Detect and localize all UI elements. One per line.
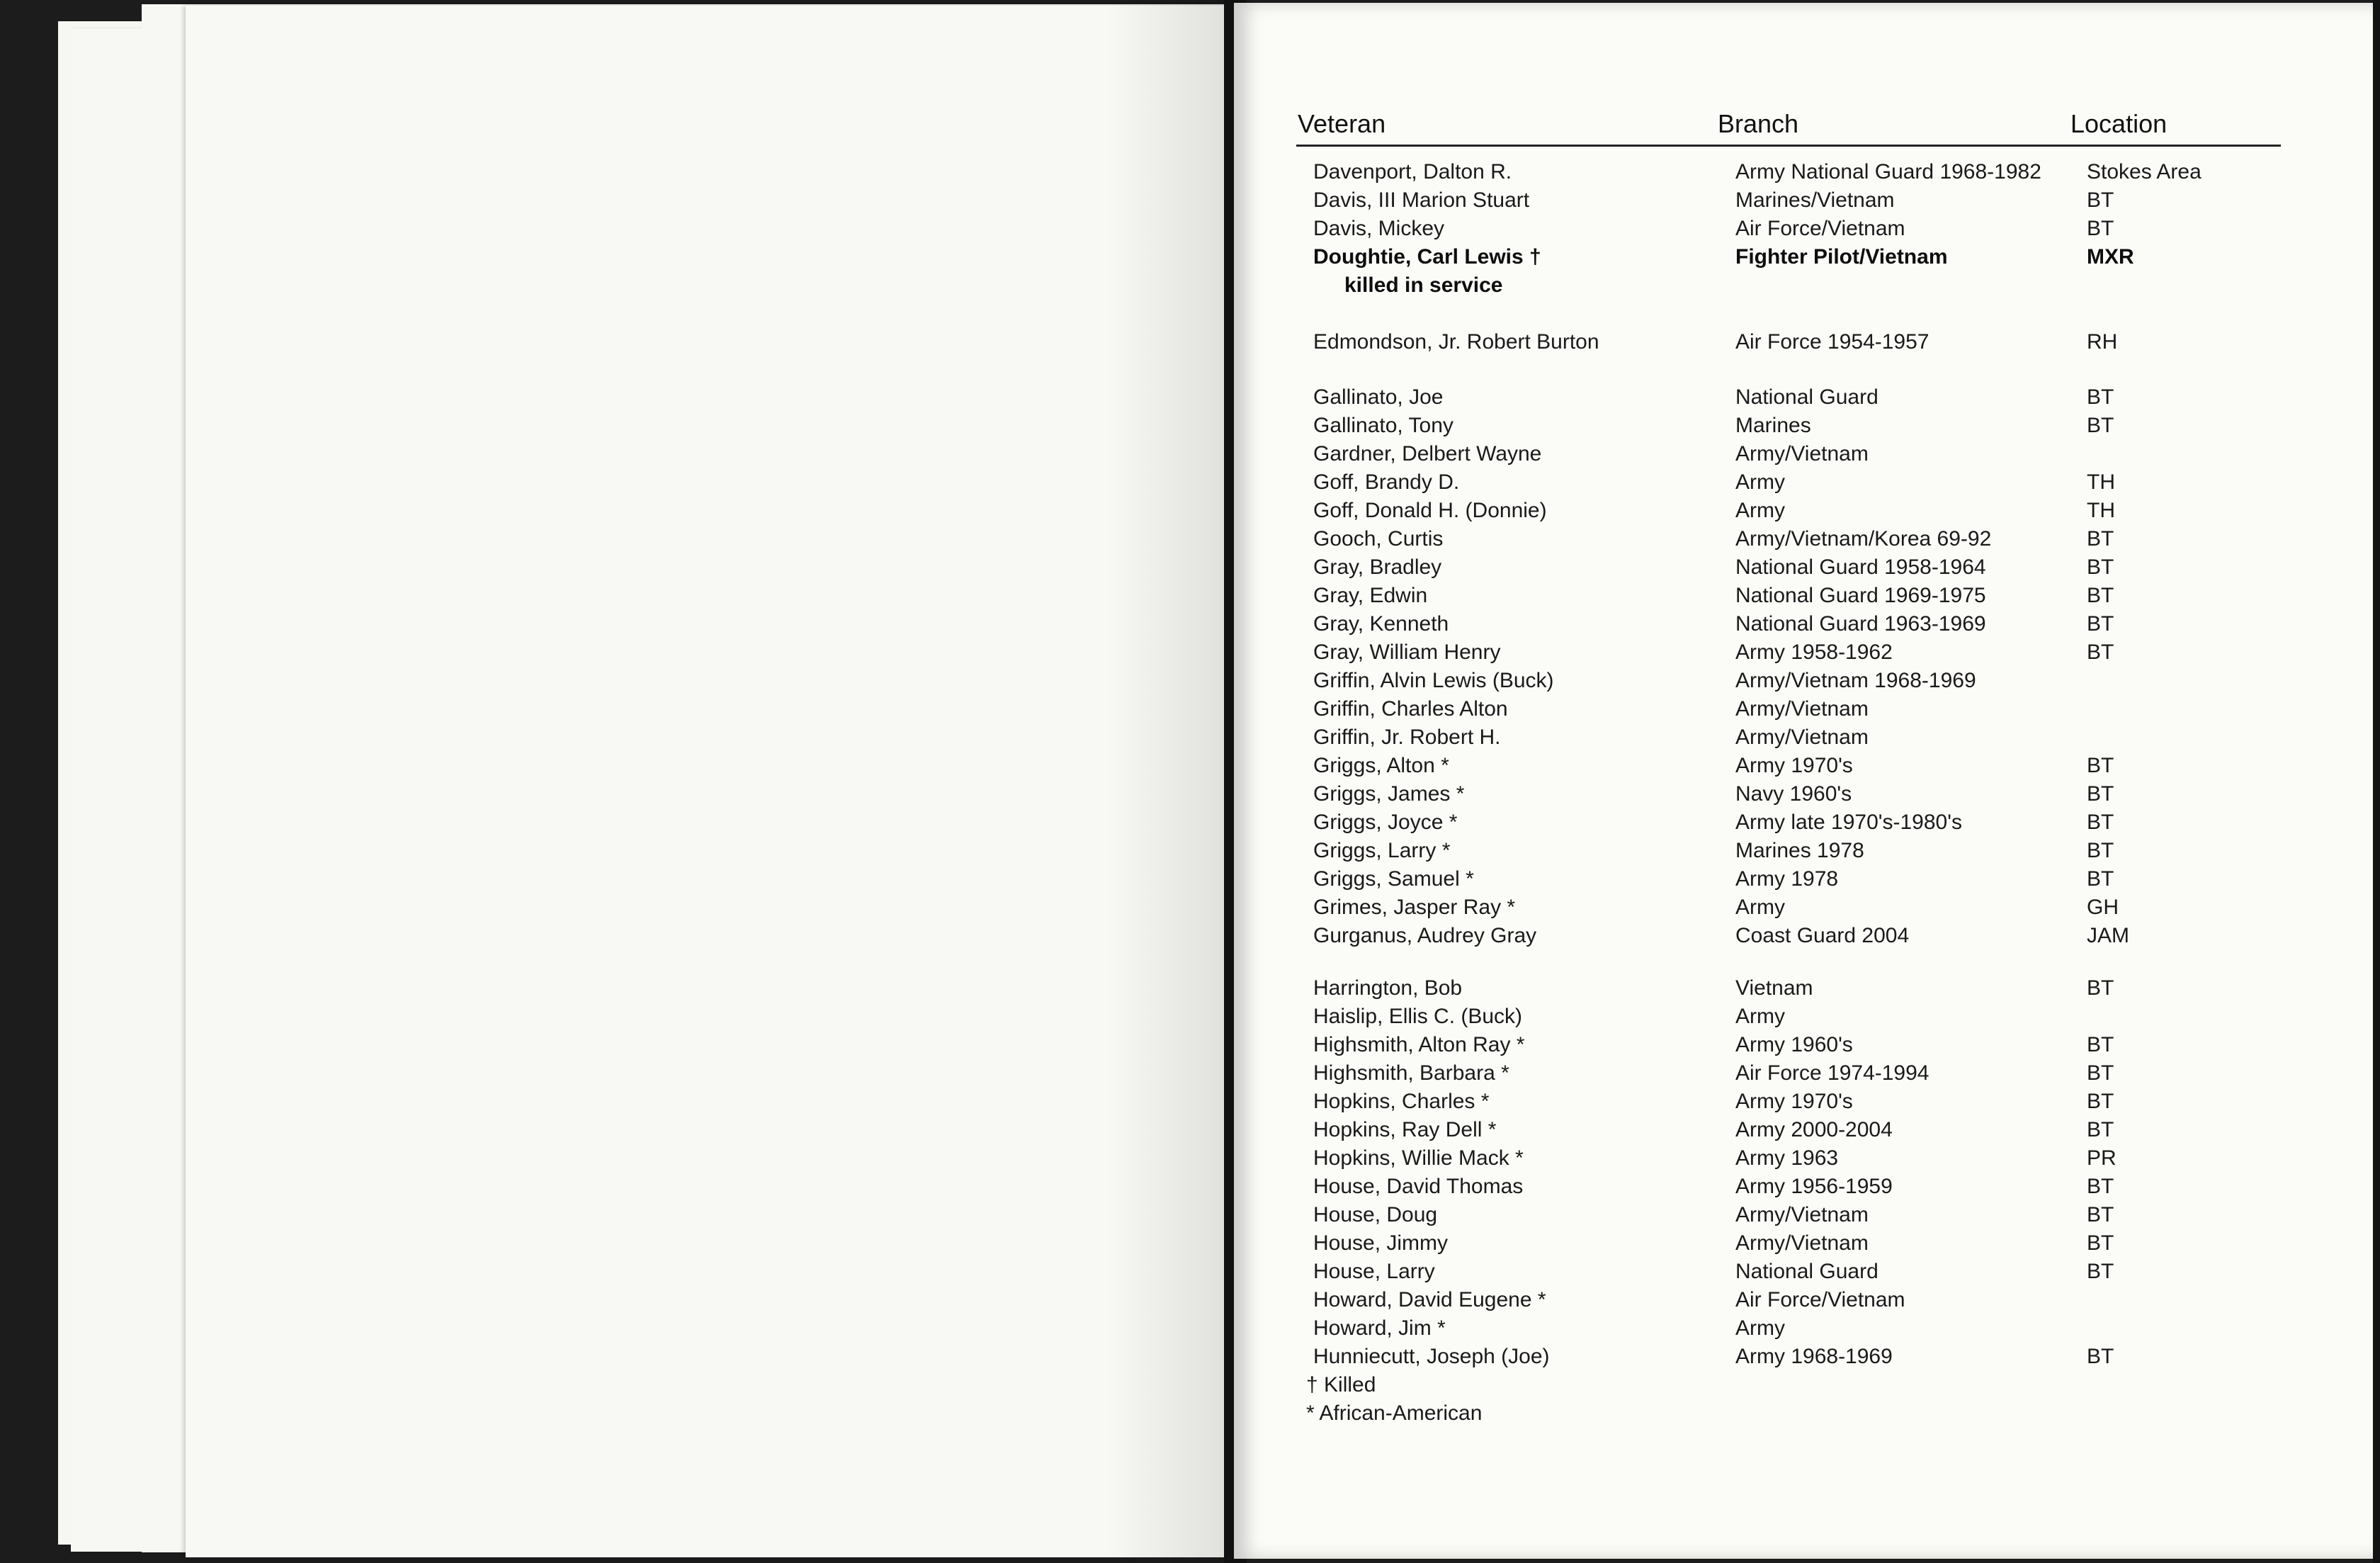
veteran-name: Howard, Jim *	[1313, 1316, 1446, 1340]
veteran-name: Davis, Mickey	[1313, 217, 1445, 240]
header-veteran: Veteran	[1298, 109, 1386, 138]
branch-cell: National Guard 1969-1975	[1735, 584, 1986, 607]
right-page	[1234, 3, 2373, 1559]
veteran-name: House, Doug	[1313, 1203, 1438, 1226]
veteran-name: Griggs, Joyce *	[1313, 811, 1458, 834]
branch-cell: National Guard 1963-1969	[1735, 612, 1986, 636]
gutter-shadow	[1105, 0, 1232, 1563]
table-row	[1284, 470, 2346, 499]
veteran-name: Griffin, Alvin Lewis (Buck)	[1313, 669, 1554, 692]
location-cell: BT	[2087, 754, 2114, 777]
veteran-name: Highsmith, Alton Ray *	[1313, 1033, 1525, 1056]
left-page	[186, 6, 1234, 1557]
branch-cell: Army National Guard 1968-1982	[1735, 160, 2041, 184]
table-row	[1284, 896, 2346, 924]
table-row	[1284, 1090, 2346, 1118]
veteran-name: Grimes, Jasper Ray *	[1313, 896, 1516, 919]
branch-cell: Vietnam	[1735, 976, 1813, 1000]
location-cell: BT	[2087, 811, 2114, 834]
table-row	[1284, 1203, 2346, 1231]
veteran-name: Griggs, Samuel *	[1313, 867, 1474, 891]
location-cell: TH	[2087, 499, 2115, 522]
branch-cell: Marines/Vietnam	[1735, 188, 1895, 212]
branch-cell: Army	[1735, 896, 1785, 919]
table-row	[1284, 584, 2346, 612]
location-cell: BT	[2087, 1231, 2114, 1255]
table-row	[1284, 555, 2346, 584]
veteran-name: Howard, David Eugene *	[1313, 1288, 1546, 1311]
table-row	[1284, 1033, 2346, 1061]
location-cell: BT	[2087, 1345, 2114, 1368]
branch-cell: National Guard	[1735, 1260, 1878, 1283]
veteran-name: Doughtie, Carl Lewis †	[1313, 245, 1541, 269]
veteran-name: Gray, William Henry	[1313, 641, 1501, 664]
table-row	[1284, 385, 2346, 414]
location-cell: BT	[2087, 584, 2114, 607]
location-cell: BT	[2087, 1203, 2114, 1226]
veteran-name: Hopkins, Charles *	[1313, 1090, 1490, 1113]
table-row	[1284, 669, 2346, 697]
table-row	[1284, 867, 2346, 896]
legend-killed: † Killed	[1306, 1373, 1376, 1396]
header-branch: Branch	[1718, 109, 1799, 138]
veteran-name: Griggs, James *	[1313, 782, 1465, 806]
location-cell: BT	[2087, 612, 2114, 636]
veteran-name: Hunniecutt, Joseph (Joe)	[1313, 1345, 1550, 1368]
table-row	[1284, 160, 2346, 188]
veteran-name: Davis, III Marion Stuart	[1313, 188, 1530, 212]
veteran-name: Gurganus, Audrey Gray	[1313, 924, 1537, 947]
table-row	[1284, 839, 2346, 867]
location-cell: GH	[2087, 896, 2119, 919]
branch-cell: Army late 1970's-1980's	[1735, 811, 1962, 834]
table-row	[1284, 442, 2346, 470]
veteran-name: Highsmith, Barbara *	[1313, 1061, 1509, 1085]
location-cell: BT	[2087, 188, 2114, 212]
veteran-name: Gardner, Delbert Wayne	[1313, 442, 1542, 465]
veteran-name: Edmondson, Jr. Robert Burton	[1313, 330, 1599, 354]
table-row	[1284, 1061, 2346, 1090]
veteran-name: Griggs, Alton *	[1313, 754, 1449, 777]
veteran-name: Goff, Donald H. (Donnie)	[1313, 499, 1547, 522]
location-cell: BT	[2087, 1118, 2114, 1141]
branch-cell: Army/Vietnam	[1735, 697, 1869, 721]
veteran-name: Hopkins, Willie Mack *	[1313, 1146, 1524, 1170]
table-row	[1284, 217, 2346, 245]
branch-cell: Fighter Pilot/Vietnam	[1735, 245, 1948, 269]
table-row	[1284, 527, 2346, 555]
location-cell: BT	[2087, 527, 2114, 551]
branch-cell: National Guard 1958-1964	[1735, 555, 1986, 579]
branch-cell: Army	[1735, 1316, 1785, 1340]
branch-cell: Army 1968-1969	[1735, 1345, 1893, 1368]
branch-cell: Air Force 1974-1994	[1735, 1061, 1930, 1085]
branch-cell: Army/Vietnam	[1735, 442, 1869, 465]
table-row	[1284, 811, 2346, 839]
table-row	[1284, 330, 2346, 359]
location-cell: TH	[2087, 470, 2115, 494]
table-row	[1284, 726, 2346, 754]
location-cell: Stokes Area	[2087, 160, 2202, 184]
table-row	[1284, 976, 2346, 1005]
location-cell: RH	[2087, 330, 2118, 354]
table-row	[1284, 1175, 2346, 1203]
table-row	[1284, 924, 2346, 952]
table-row	[1284, 697, 2346, 726]
location-cell: BT	[2087, 555, 2114, 579]
killed-in-service-note: killed in service	[1344, 273, 1503, 297]
veteran-name: Griffin, Jr. Robert H.	[1313, 726, 1501, 749]
veteran-name: House, David Thomas	[1313, 1175, 1524, 1198]
veteran-name: Harrington, Bob	[1313, 976, 1463, 1000]
location-cell: PR	[2087, 1146, 2116, 1170]
location-cell: JAM	[2087, 924, 2129, 947]
veteran-name: Gallinato, Joe	[1313, 385, 1444, 409]
location-cell: BT	[2087, 976, 2114, 1000]
table-row	[1284, 1005, 2346, 1033]
branch-cell: Air Force 1954-1957	[1735, 330, 1930, 354]
veteran-name: Gray, Kenneth	[1313, 612, 1449, 636]
branch-cell: Army 1970's	[1735, 1090, 1853, 1113]
table-row	[1284, 612, 2346, 641]
branch-cell: Army 1963	[1735, 1146, 1839, 1170]
branch-cell: Army 1960's	[1735, 1033, 1853, 1056]
page-edge-right	[2373, 0, 2380, 1563]
table-row	[1284, 641, 2346, 669]
branch-cell: Army 2000-2004	[1735, 1118, 1893, 1141]
table-row	[1284, 782, 2346, 811]
location-cell: BT	[2087, 385, 2114, 409]
branch-cell: Army 1958-1962	[1735, 641, 1893, 664]
veteran-name: Davenport, Dalton R.	[1313, 160, 1512, 184]
veteran-name: Gooch, Curtis	[1313, 527, 1444, 551]
branch-cell: Navy 1960's	[1735, 782, 1852, 806]
branch-cell: Marines 1978	[1735, 839, 1864, 862]
veteran-list	[1284, 3, 2346, 1526]
location-cell: BT	[2087, 1090, 2114, 1113]
location-cell: BT	[2087, 1175, 2114, 1198]
table-row	[1284, 414, 2346, 442]
location-cell: BT	[2087, 217, 2114, 240]
location-cell: BT	[2087, 641, 2114, 664]
branch-cell: Army 1978	[1735, 867, 1839, 891]
branch-cell: Air Force/Vietnam	[1735, 217, 1905, 240]
veteran-name: Gray, Bradley	[1313, 555, 1442, 579]
table-row	[1284, 245, 2346, 273]
branch-cell: Coast Guard 2004	[1735, 924, 1910, 947]
veteran-name: Goff, Brandy D.	[1313, 470, 1460, 494]
branch-cell: Army	[1735, 1005, 1785, 1028]
veteran-name: Gallinato, Tony	[1313, 414, 1454, 437]
location-cell: BT	[2087, 1033, 2114, 1056]
table-row	[1284, 1118, 2346, 1146]
location-cell: MXR	[2087, 245, 2134, 269]
table-row	[1284, 1288, 2346, 1316]
table-row	[1284, 188, 2346, 217]
location-cell: BT	[2087, 1061, 2114, 1085]
table-row	[1284, 754, 2346, 782]
location-cell: BT	[2087, 1260, 2114, 1283]
branch-cell: Army	[1735, 499, 1785, 522]
branch-cell: Marines	[1735, 414, 1811, 437]
legend-african-american: * African-American	[1306, 1401, 1483, 1425]
veteran-name: Griggs, Larry *	[1313, 839, 1451, 862]
location-cell: BT	[2087, 782, 2114, 806]
location-cell: BT	[2087, 867, 2114, 891]
header-location: Location	[2070, 109, 2168, 138]
branch-cell: Army/Vietnam 1968-1969	[1735, 669, 1976, 692]
branch-cell: Army/Vietnam	[1735, 726, 1869, 749]
branch-cell: Air Force/Vietnam	[1735, 1288, 1905, 1311]
branch-cell: National Guard	[1735, 385, 1878, 409]
branch-cell: Army/Vietnam/Korea 69-92	[1735, 527, 1992, 551]
branch-cell: Army 1970's	[1735, 754, 1853, 777]
table-row	[1284, 1146, 2346, 1175]
veteran-name: Haislip, Ellis C. (Buck)	[1313, 1005, 1523, 1028]
branch-cell: Army/Vietnam	[1735, 1203, 1869, 1226]
table-row	[1284, 1260, 2346, 1288]
veteran-name: House, Larry	[1313, 1260, 1435, 1283]
veteran-name: House, Jimmy	[1313, 1231, 1449, 1255]
branch-cell: Army 1956-1959	[1735, 1175, 1893, 1198]
veteran-name: Gray, Edwin	[1313, 584, 1428, 607]
branch-cell: Army/Vietnam	[1735, 1231, 1869, 1255]
table-row	[1284, 499, 2346, 527]
veteran-name: Hopkins, Ray Dell *	[1313, 1118, 1497, 1141]
table-row	[1284, 1231, 2346, 1260]
veteran-name: Griffin, Charles Alton	[1313, 697, 1508, 721]
branch-cell: Army	[1735, 470, 1785, 494]
location-cell: BT	[2087, 839, 2114, 862]
table-row	[1284, 1345, 2346, 1373]
table-row	[1284, 1316, 2346, 1345]
location-cell: BT	[2087, 414, 2114, 437]
